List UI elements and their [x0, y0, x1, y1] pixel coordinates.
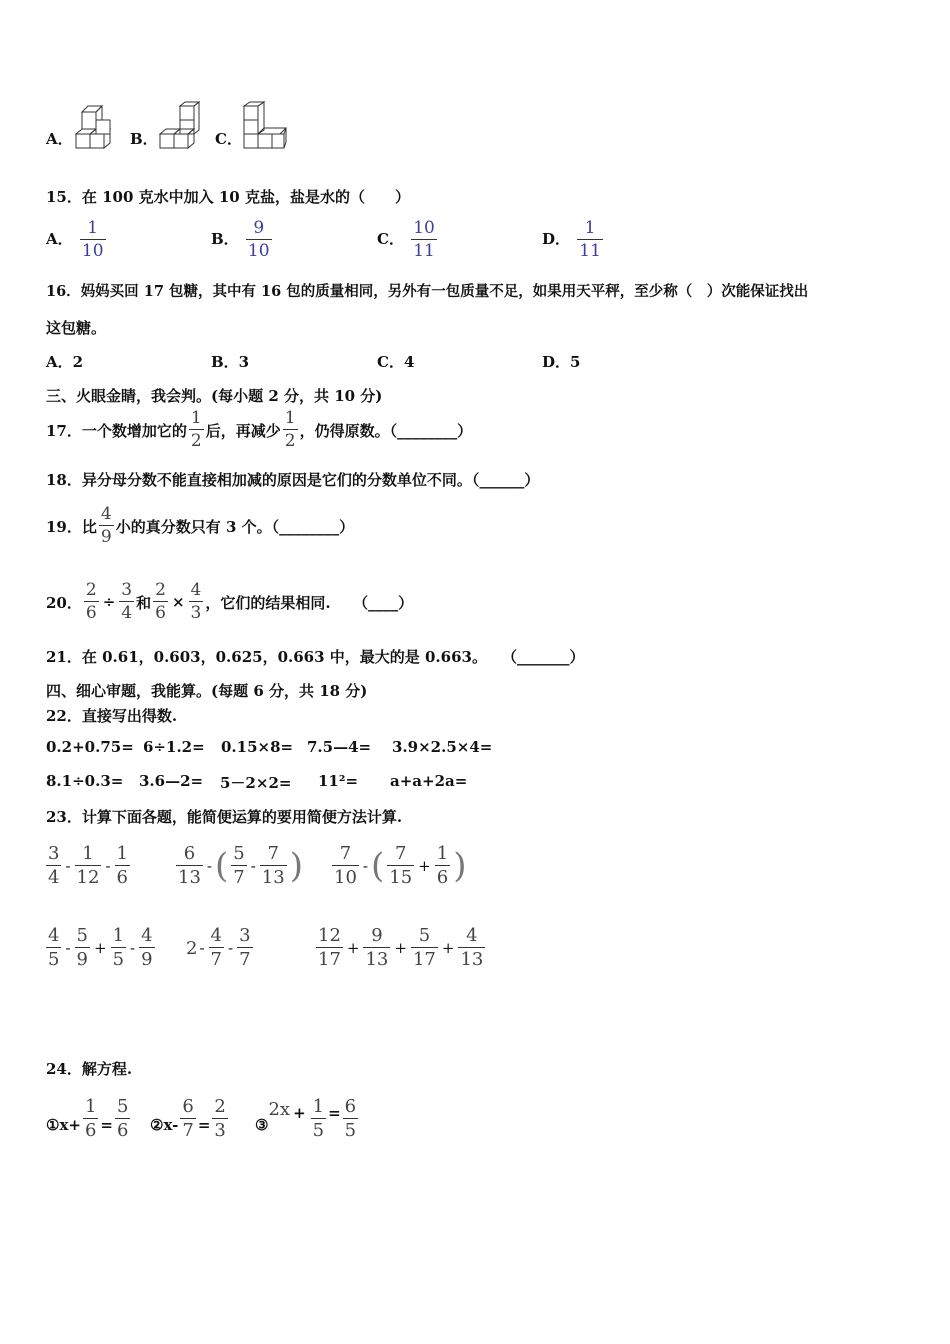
- q15-option-c[interactable]: [377, 220, 439, 260]
- question-number: 19．: [46, 517, 82, 536]
- calc-item: 7.5—4=: [307, 738, 372, 756]
- option-c-label: C．: [215, 130, 242, 148]
- question-15: [46, 186, 410, 207]
- section-3-heading: 三、火眼金睛，我会判。(每小题 2 分，共 10 分): [46, 387, 383, 405]
- question-21: 21．在 0.61，0.603，0.625，0.663 中，最大的是 0.663。 （_______）: [46, 648, 585, 666]
- q16-option-b[interactable]: B．3: [211, 353, 250, 371]
- fraction: $\frac{4}{3}$: [190, 580, 202, 623]
- question-16-line2: 这包糖。: [46, 319, 107, 337]
- question-23: 23．计算下面各题，能简便运算的要用简便方法计算.: [46, 808, 403, 826]
- calc-item: 8.1÷0.3=: [46, 772, 124, 790]
- option-label: B．: [211, 230, 239, 248]
- calc-item: 0.2+0.75=: [46, 738, 134, 756]
- equation-3: ③ 2x + $\frac{1}{5}$ = $\frac{6}{5}$: [255, 1096, 357, 1141]
- fraction: $\frac{9}{10}$: [247, 218, 270, 261]
- fraction: $\frac{4}{9}$: [100, 504, 112, 547]
- q16-option-c[interactable]: C．4: [377, 353, 415, 371]
- option-b-label: B．: [130, 130, 158, 148]
- expression-6: $\frac{12}{17}$ + $\frac{9}{13}$ + $\frac{5}{17}$ + $\frac{4}{13}$: [318, 925, 484, 970]
- question-number: 22．: [46, 707, 82, 725]
- calc-item: 3.9×2.5×4=: [392, 738, 493, 756]
- question-24: 24．解方程.: [46, 1060, 133, 1078]
- question-19: 19． 比 $\frac{4}{9}$ 小的真分数只有 3 个。（________）: [46, 504, 355, 547]
- expression-4: $\frac{4}{5}$ - $\frac{5}{9}$ + $\frac{1}{5}$ - $\frac{4}{9}$: [48, 925, 153, 970]
- section-4-heading: 四、细心审题，我能算。(每题 6 分，共 18 分): [46, 682, 368, 700]
- fraction: $\frac{2}{6}$: [85, 580, 97, 623]
- question-22: 22．直接写出得数.: [46, 707, 178, 725]
- option-label: A．: [46, 230, 73, 248]
- question-17: 17． 一个数增加它的 $\frac{1}{2}$ 后，再减少 $\frac{1}{2}$ ，仍得原数。（________）: [46, 408, 473, 451]
- option-label: C．: [377, 230, 404, 248]
- calc-item: 3.6—2=: [139, 772, 204, 790]
- question-number: 20．: [46, 593, 82, 612]
- expression-5: 2 - $\frac{4}{7}$ - $\frac{3}{7}$: [186, 925, 251, 970]
- question-text: 妈妈买回 17 包糖，其中有 16 包的质量相同，另外有一包质量不足，如果用天平秤，至少称（ ）次能保证找出: [80, 283, 809, 300]
- question-number: 23．: [46, 808, 82, 826]
- question-text: 在 100 克水中加入 10 克盐，盐是水的（ ）: [81, 188, 410, 206]
- stacked-cubes-b-icon: [158, 100, 202, 150]
- stacked-cubes-a-icon: [74, 100, 116, 150]
- calc-item: a+a+2a=: [390, 772, 468, 790]
- fraction: $\frac{1}{2}$: [284, 408, 296, 451]
- fraction: $\frac{1}{2}$: [190, 408, 202, 451]
- fraction: $\frac{1}{10}$: [81, 218, 104, 261]
- expression-1: $\frac{3}{4}$ - $\frac{1}{12}$ - $\frac{1}{6}$: [48, 843, 128, 888]
- question-number: 16．: [46, 283, 81, 300]
- question-number: 21．: [46, 648, 82, 666]
- fraction: $\frac{2}{6}$: [155, 580, 166, 623]
- q15-option-a[interactable]: [46, 220, 108, 260]
- question-number: 17．: [46, 421, 82, 440]
- calc-item: 11²=: [318, 772, 359, 790]
- q15-option-b[interactable]: [211, 220, 274, 260]
- question-number: 18．: [46, 471, 82, 489]
- stacked-cubes-c-icon: [242, 100, 288, 150]
- question-18: 18．异分母分数不能直接相加减的原因是它们的分数单位不同。（______）: [46, 471, 540, 489]
- calc-item: 0.15×8=: [221, 738, 294, 756]
- expression-3: $\frac{7}{10}$ - ( $\frac{7}{15}$ + $\frac{1}{6}$ ): [334, 843, 467, 888]
- fraction: $\frac{3}{4}$: [121, 580, 133, 623]
- fraction: $\frac{10}{11}$: [413, 218, 435, 261]
- q15-option-d[interactable]: [542, 220, 605, 260]
- option-a-label: A．: [46, 130, 73, 148]
- q16-option-d[interactable]: D．5: [542, 353, 581, 371]
- question-number: 24．: [46, 1060, 82, 1078]
- equation-1: ①x+ $\frac{1}{6}$ = $\frac{5}{6}$: [46, 1096, 129, 1141]
- calc-item: 6÷1.2=: [143, 738, 205, 756]
- fraction: $\frac{1}{11}$: [579, 218, 601, 261]
- question-16: [46, 280, 808, 301]
- question-20: 20． $\frac{2}{6}$ ÷ $\frac{3}{4}$ 和 $\frac{2}{6}$ × $\frac{4}{3}$ ，它们的结果相同. （____）: [46, 580, 414, 623]
- calc-item: 5－2×2=: [220, 774, 292, 792]
- equation-2: ②x- $\frac{6}{7}$ = $\frac{2}{3}$: [150, 1096, 226, 1141]
- question-number: 15．: [46, 188, 82, 206]
- expression-2: $\frac{6}{13}$ - ( $\frac{5}{7}$ - $\frac{7}{13}$ ): [178, 843, 303, 888]
- option-label: D．: [542, 230, 571, 248]
- q16-option-a[interactable]: A．2: [46, 353, 84, 371]
